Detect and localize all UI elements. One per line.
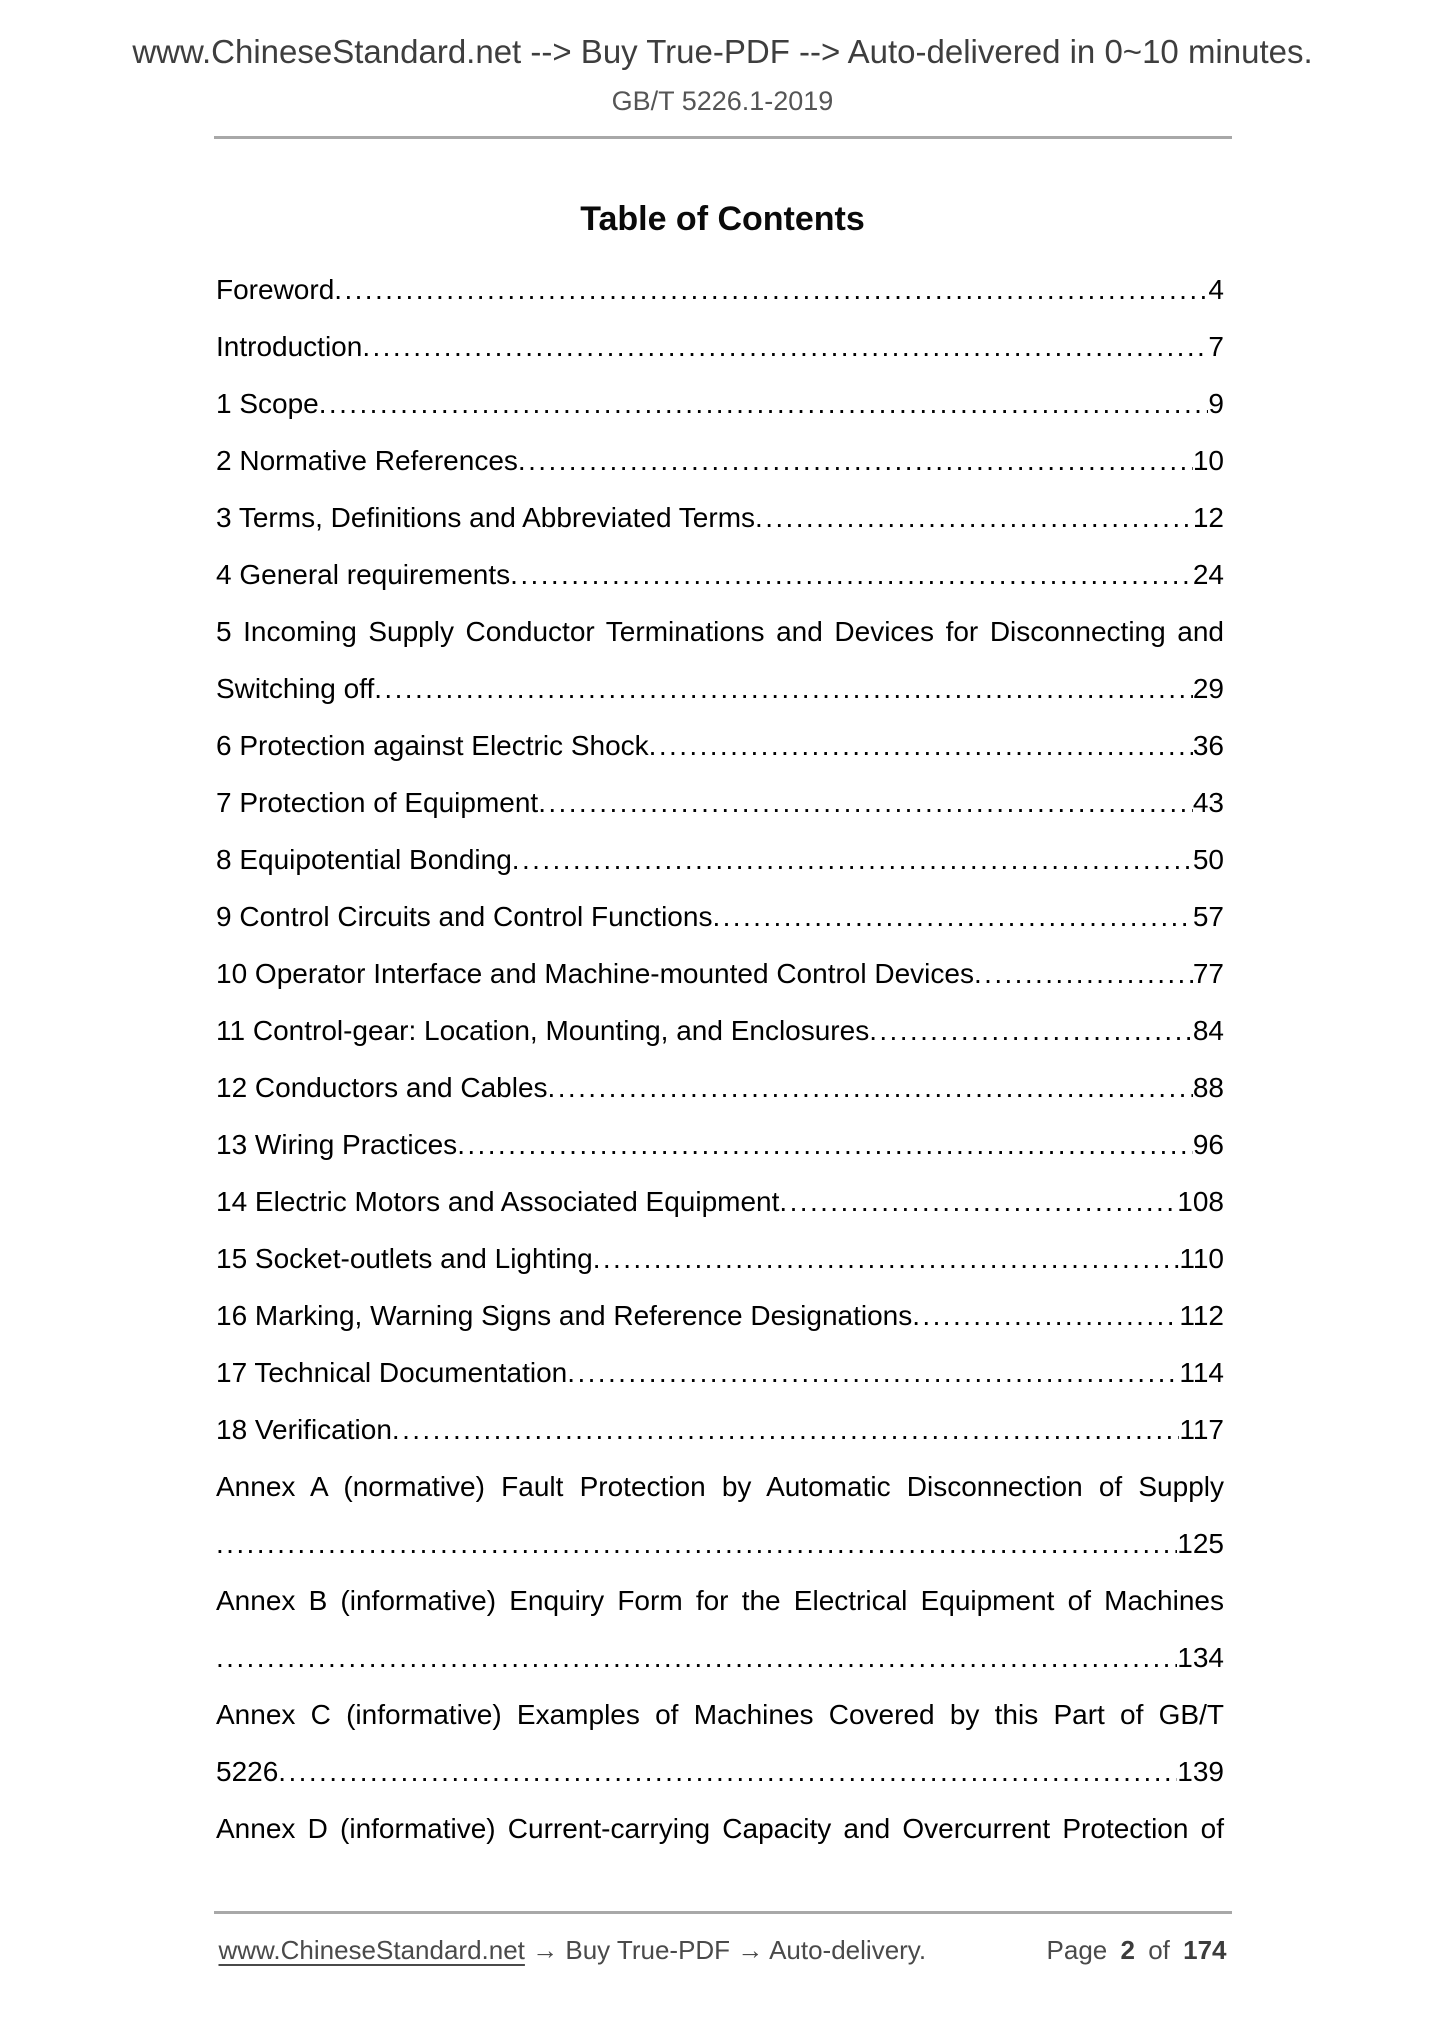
page-label: Page [1046,1935,1108,1965]
toc-entry-label: Foreword [216,274,335,305]
dot-leader [216,1515,1177,1572]
toc-entry-label: 5 Incoming Supply Conductor Terminations and Devices for Disconnecting and [216,616,1224,647]
toc-entry-label: Switching off [216,673,375,704]
dot-leader [974,945,1193,1002]
document-number: GB/T 5226.1-2019 [611,86,834,116]
toc-title: Table of Contents [580,200,865,238]
dot-leader [538,774,1193,831]
toc-page-number: 4 [1208,274,1224,305]
dot-leader [319,375,1209,432]
toc-entry [216,888,1224,945]
toc-page-number: 108 [1177,1186,1224,1217]
toc-page-number: 29 [1192,673,1224,704]
toc-entry [216,318,1224,375]
current-page-number: 2 [1120,1935,1135,1965]
page-indicator [1047,1928,1227,1972]
dot-leader [593,1230,1180,1287]
footer-site-link[interactable]: www.ChineseStandard.net [218,1935,525,1965]
toc-page-number: 43 [1192,787,1224,818]
toc-entry [216,1059,1224,1116]
toc-entry-label: 18 Verification [216,1414,392,1445]
dot-leader [649,717,1193,774]
header-banner: www.ChineseStandard.net --> Buy True-PDF --> Auto-delivered in 0~10 minutes. [132,33,1313,70]
toc-page-number: 10 [1192,445,1224,476]
dot-leader [548,1059,1193,1116]
toc-entry [216,1686,1224,1743]
dot-leader [457,1116,1193,1173]
toc-entry-label: Annex B (informative) Enquiry Form for the Electrical Equipment of Machines [216,1585,1224,1616]
dot-leader [374,660,1193,717]
toc-page-number: 12 [1192,502,1224,533]
footer-delivery-line [219,1928,927,1972]
dot-leader [712,888,1192,945]
toc-page-number: 57 [1192,901,1224,932]
toc-entry [216,831,1224,888]
toc-entry [216,1515,1224,1572]
toc-entry [216,717,1224,774]
toc-page-number: 7 [1208,331,1224,362]
toc-page-number: 84 [1192,1015,1224,1046]
toc-entry-label: 2 Normative References [216,445,518,476]
toc-entry [216,1743,1224,1800]
toc-entry-label: 5226 [216,1756,279,1787]
toc-page-number: 36 [1192,730,1224,761]
toc-entry [216,1002,1224,1059]
toc-page-number: 88 [1192,1072,1224,1103]
toc-entry-label: 1 Scope [216,388,319,419]
toc-entry-label: Annex D (informative) Current-carrying Capacity and Overcurrent Protection of [216,1813,1224,1844]
toc-entry [216,1344,1224,1401]
toc-entry-label: 7 Protection of Equipment [216,787,539,818]
toc-entry [216,1116,1224,1173]
dot-leader [362,318,1208,375]
toc-entry [216,489,1224,546]
dot-leader [912,1287,1179,1344]
toc-entry-label: 15 Socket-outlets and Lighting [216,1243,593,1274]
dot-leader [518,432,1193,489]
toc-entry [216,546,1224,603]
toc-entry [216,1173,1224,1230]
toc-entry-label: 14 Electric Motors and Associated Equipment [216,1186,780,1217]
toc-entry [216,375,1224,432]
dot-leader [278,1743,1177,1800]
dot-leader [392,1401,1179,1458]
toc-page-number: 77 [1192,958,1224,989]
toc-entry [216,432,1224,489]
toc-entry [216,1458,1224,1515]
toc-page-number: 125 [1177,1528,1224,1559]
dot-leader [510,546,1193,603]
toc-entry [216,1572,1224,1629]
toc-page-number: 112 [1179,1300,1224,1331]
dot-leader [567,1344,1179,1401]
toc-entry-label: 16 Marking, Warning Signs and Reference Designations [216,1300,913,1331]
footer-delivery-text: → Buy True-PDF → Auto-delivery. [524,1935,927,1965]
toc-entry [216,774,1224,831]
toc-entry-label: 8 Equipotential Bonding [216,844,512,875]
dot-leader [334,261,1208,318]
toc-entry [216,1287,1224,1344]
footer-divider [214,1911,1232,1914]
toc-page-number: 114 [1179,1357,1224,1388]
toc-entry-label: Annex C (informative) Examples of Machines Covered by this Part of GB/T [216,1699,1224,1730]
of-label: of [1148,1935,1170,1965]
dot-leader [216,1629,1177,1686]
toc-entry-label: 12 Conductors and Cables [216,1072,548,1103]
toc-entry [216,1230,1224,1287]
header-divider [214,136,1232,139]
toc-entry [216,1401,1224,1458]
toc-entry [216,603,1224,660]
toc-entry-label: 3 Terms, Definitions and Abbreviated Terms [216,502,756,533]
toc-page-number: 139 [1177,1756,1224,1787]
dot-leader [512,831,1193,888]
toc-page-number: 134 [1177,1642,1224,1673]
page-footer [0,1891,1445,1972]
toc-entry-label: 13 Wiring Practices [216,1129,458,1160]
dot-leader [869,1002,1193,1059]
toc-page-number: 117 [1179,1414,1224,1445]
toc-page-number: 110 [1179,1243,1224,1274]
toc-entry-label: Introduction [216,331,363,362]
total-page-count: 174 [1183,1935,1227,1965]
toc-entry-label: 4 General requirements [216,559,511,590]
dot-leader [779,1173,1177,1230]
toc-page-number: 24 [1192,559,1224,590]
toc-page-number: 9 [1208,388,1224,419]
dot-leader [755,489,1193,546]
toc-page-number: 50 [1192,844,1224,875]
toc-entry-label: Annex A (normative) Fault Protection by Automatic Disconnection of Supply [216,1471,1224,1502]
toc-entry-label: 11 Control-gear: Location, Mounting, and Enclosures [216,1015,870,1046]
toc-entry-label: 10 Operator Interface and Machine-mounted Control Devices [216,958,974,989]
toc-entry [216,945,1224,1002]
toc-entry [216,1629,1224,1686]
toc-page-number: 96 [1192,1129,1224,1160]
toc-list [216,261,1224,1857]
toc-entry [216,1800,1224,1857]
toc-entry-label: 6 Protection against Electric Shock [216,730,649,761]
toc-entry-label: 9 Control Circuits and Control Functions [216,901,713,932]
toc-entry [216,660,1224,717]
toc-entry [216,261,1224,318]
toc-entry-label: 17 Technical Documentation [216,1357,568,1388]
